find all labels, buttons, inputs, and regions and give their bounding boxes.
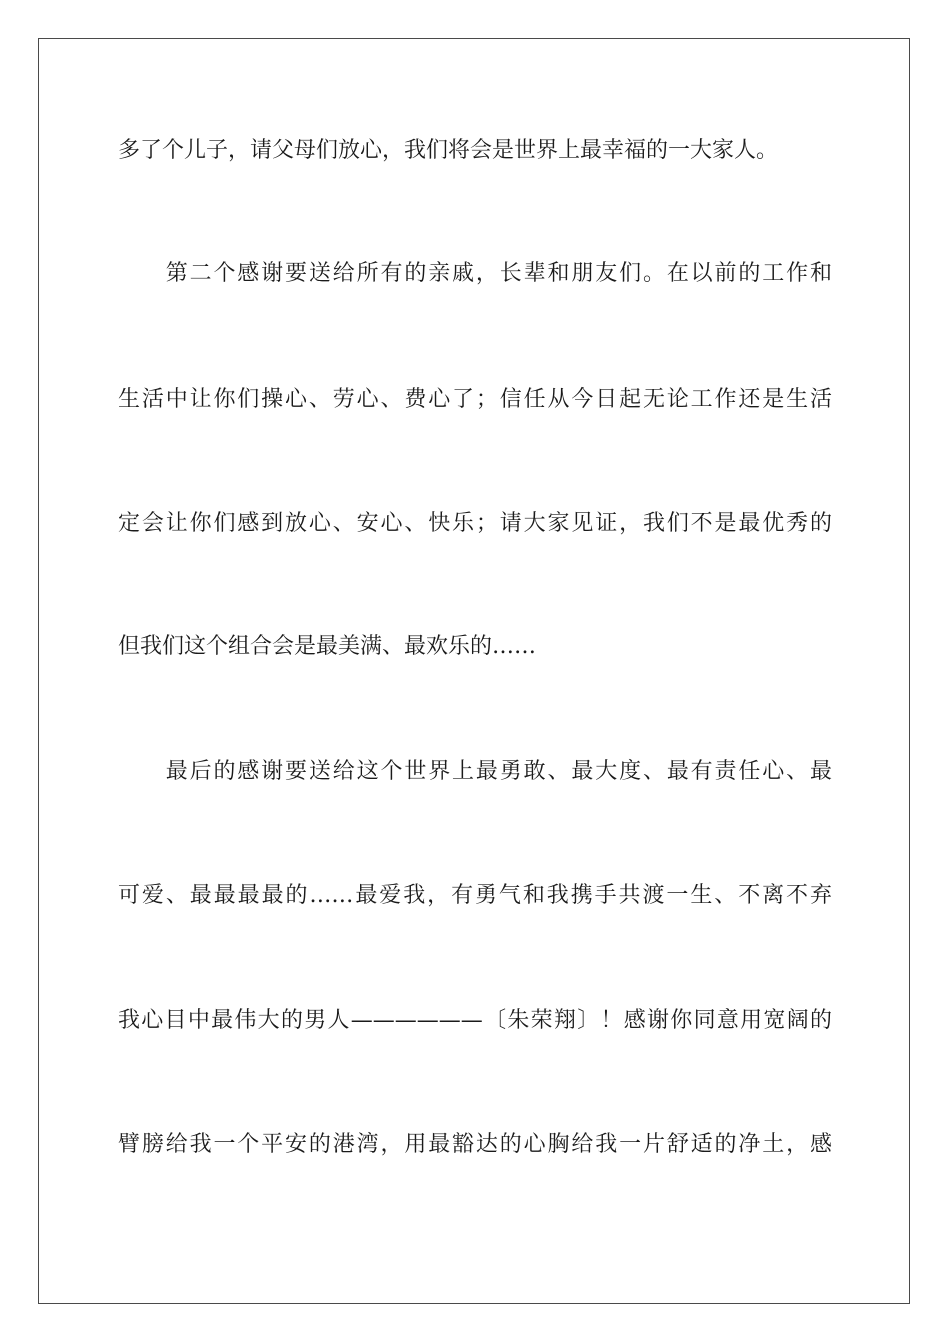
text-line: 最后的感谢要送给这个世界上最勇敢、最大度、最有责任心、最: [118, 759, 832, 784]
text-line: 臂膀给我一个平安的港湾，用最豁达的心胸给我一片舒适的净土，感: [118, 1132, 832, 1157]
text-line: 定会让你们感到放心、安心、快乐；请大家见证，我们不是最优秀的: [118, 511, 832, 536]
text-line: 多了个儿子，请父母们放心，我们将会是世界上最幸福的一大家人。: [118, 138, 779, 163]
text-line: 可爱、最最最最的……最爱我，有勇气和我携手共渡一生、不离不弃: [118, 883, 832, 908]
text-line: 生活中让你们操心、劳心、费心了；信任从今日起无论工作还是生活: [118, 387, 832, 412]
page-border: [38, 38, 910, 1304]
text-line: 第二个感谢要送给所有的亲戚，长辈和朋友们。在以前的工作和: [118, 261, 832, 286]
text-line: 我心目中最伟大的男人——————〔朱荣翔〕！感谢你同意用宽阔的: [118, 1008, 832, 1033]
text-line: 但我们这个组合会是最美满、最欢乐的……: [118, 634, 537, 659]
